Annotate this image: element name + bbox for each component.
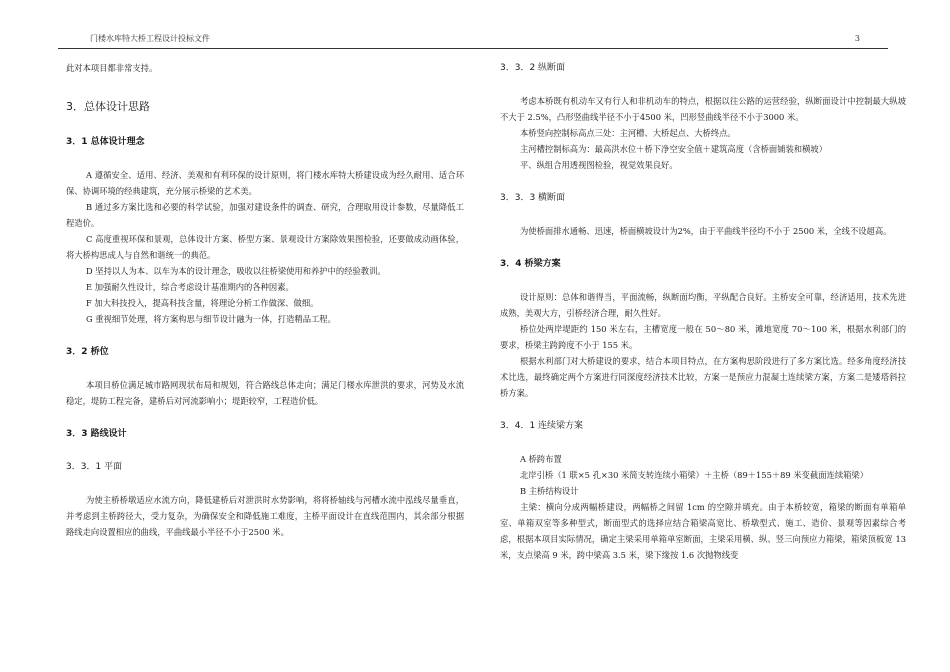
bridge-scheme-text-2: 桥位处两岸堤距约 150 米左右，主槽宽度一般在 50～80 米，滩地宽度 70～100 米，根据水利部门的要求，桥梁主跨跨度不小于 155 米。 <box>500 324 906 350</box>
bridge-scheme-text-1: 设计原则：总体和谐得当，平面流畅，纵断面均衡，平纵配合良好。主桥安全可靠，经济适用，技术先进成熟，美观大方，引桥经济合理，耐久性好。 <box>500 292 906 318</box>
section-3-3-1-heading: 3．3．1 平面 <box>66 462 123 472</box>
section-3-4-heading: 3．4 桥梁方案 <box>500 259 561 269</box>
document-title: 门楼水库特大桥工程设计投标文件 <box>90 34 210 43</box>
structure-design-heading: B 主桥结构设计 <box>520 486 579 496</box>
profile-text-2: 本桥竖向控制标高点三处：主河槽、大桥起点、大桥终点。 <box>520 128 736 138</box>
principle-c: C 高度重视环保和景观，总体设计方案、桥型方案、景观设计方案除效果图检验，还要做成动画体验，将大桥构思成人与自然和谐统一的典范。 <box>66 234 464 260</box>
main-girder-text: 主梁：横向分成两幅桥建设，两幅桥之间留 1cm 的空隙并填充。由于本桥较宽，箱梁的断面有单箱单室、单箱双室等多种型式，断面型式的选择应结合箱梁高宽比、桥墩型式、施工、造价、景观等因素综合考虑，根据本项目实际情况，确定主梁采用单箱单室断面，主梁采用横、纵、竖三向预应力箱梁，箱梁顶板宽 13 米，支点梁高 9 米，跨中梁高 3.5 米，梁下缘按 1.6 次抛物线变 <box>500 502 906 560</box>
plan-design-text: 为使主桥桥墩适应水流方向，降低建桥后对泄洪时水势影响，将将桥轴线与河槽水流中泓线尽量垂直，并考虑到主桥跨径大，受力复杂，为确保安全和降低施工难度，主桥平面设计在直线范围内，其余部分根据路线走向设置相应的曲线，平曲线最小半径不小于2500 米。 <box>66 495 464 537</box>
section-3-3-3-heading: 3．3．3 横断面 <box>500 193 566 203</box>
page-number: 3 <box>854 34 860 43</box>
profile-text-1: 考虑本桥既有机动车又有行人和非机动车的特点，根据以往公路的运营经验，纵断面设计中控制最大纵坡不大于 2.5%，凸形竖曲线半径不小于4500 米，凹形竖曲线半径不小于3000 米。 <box>500 96 906 122</box>
right-column <box>500 60 906 563</box>
principle-g: G 重视细节处理，将方案构思与细节设计融为一体，打造精品工程。 <box>86 314 336 324</box>
cross-section-text: 为使桥面排水通畅、迅速，桥面横坡设计为2%，由于平曲线半径均不小于 2500 米，全线不设超高。 <box>520 226 892 236</box>
principle-b: B 通过多方案比选和必要的科学试验，加强对建设条件的调查、研究，合理取用设计参数，尽量降低工程造价。 <box>66 202 464 228</box>
principle-e: E 加强耐久性设计，综合考虑设计基准期内的各种因素。 <box>86 282 294 292</box>
section-3-3-2-heading: 3．3．2 纵断面 <box>500 63 566 73</box>
section-3-4-1-heading: 3．4．1 连续梁方案 <box>500 421 584 431</box>
span-layout-heading: A 桥跨布置 <box>520 454 562 464</box>
span-layout-text: 北岸引桥（1 联×5 孔×30 米简支转连续小箱梁）＋主桥（89＋155＋89 米变截面连续箱梁） <box>520 470 869 480</box>
bridge-site-text: 本项目桥位满足城市路网现状布局和规划，符合路线总体走向；满足门楼水库泄洪的要求，河势及水流稳定，堤防工程完备，建桥后对河流影响小；堤距较窄，工程造价低。 <box>66 380 464 406</box>
page-header <box>58 30 888 49</box>
bridge-scheme-text-3: 根据水利部门对大桥建设的要求，结合本项目特点，在方案构思阶段进行了多方案比选。经多角度经济技术比选，最终确定两个方案进行同深度经济技术比较，方案一是预应力混凝土连续梁方案，方案二是矮塔斜拉桥方案。 <box>500 356 906 398</box>
section-3-heading: 3．总体设计思路 <box>66 100 150 113</box>
profile-text-3: 主河槽控制标高为：最高洪水位＋桥下净空安全值＋建筑高度（含桥面铺装和横坡） <box>520 144 827 154</box>
principle-d: D 坚持以人为本、以车为本的设计理念，吸收以往桥梁使用和养护中的经验教训。 <box>86 266 386 276</box>
profile-text-4: 平、纵组合用透视图检验，视觉效果良好。 <box>520 160 678 170</box>
principle-a: A 遵循安全、适用、经济、美观和有利环保的设计原则，将门楼水库特大桥建设成为经久耐用、适合环保、协调环境的经典建筑，充分展示桥梁的艺术美。 <box>66 170 464 196</box>
left-column <box>66 60 464 540</box>
principle-f: F 加大科技投入，提高科技含量，将理论分析工作做深、做细。 <box>86 298 319 308</box>
section-3-3-heading: 3．3 路线设计 <box>66 429 127 439</box>
section-3-1-heading: 3．1 总体设计理念 <box>66 137 145 147</box>
section-3-2-heading: 3．2 桥位 <box>66 347 109 357</box>
intro-text: 此对本项目都非常支持。 <box>66 63 158 73</box>
